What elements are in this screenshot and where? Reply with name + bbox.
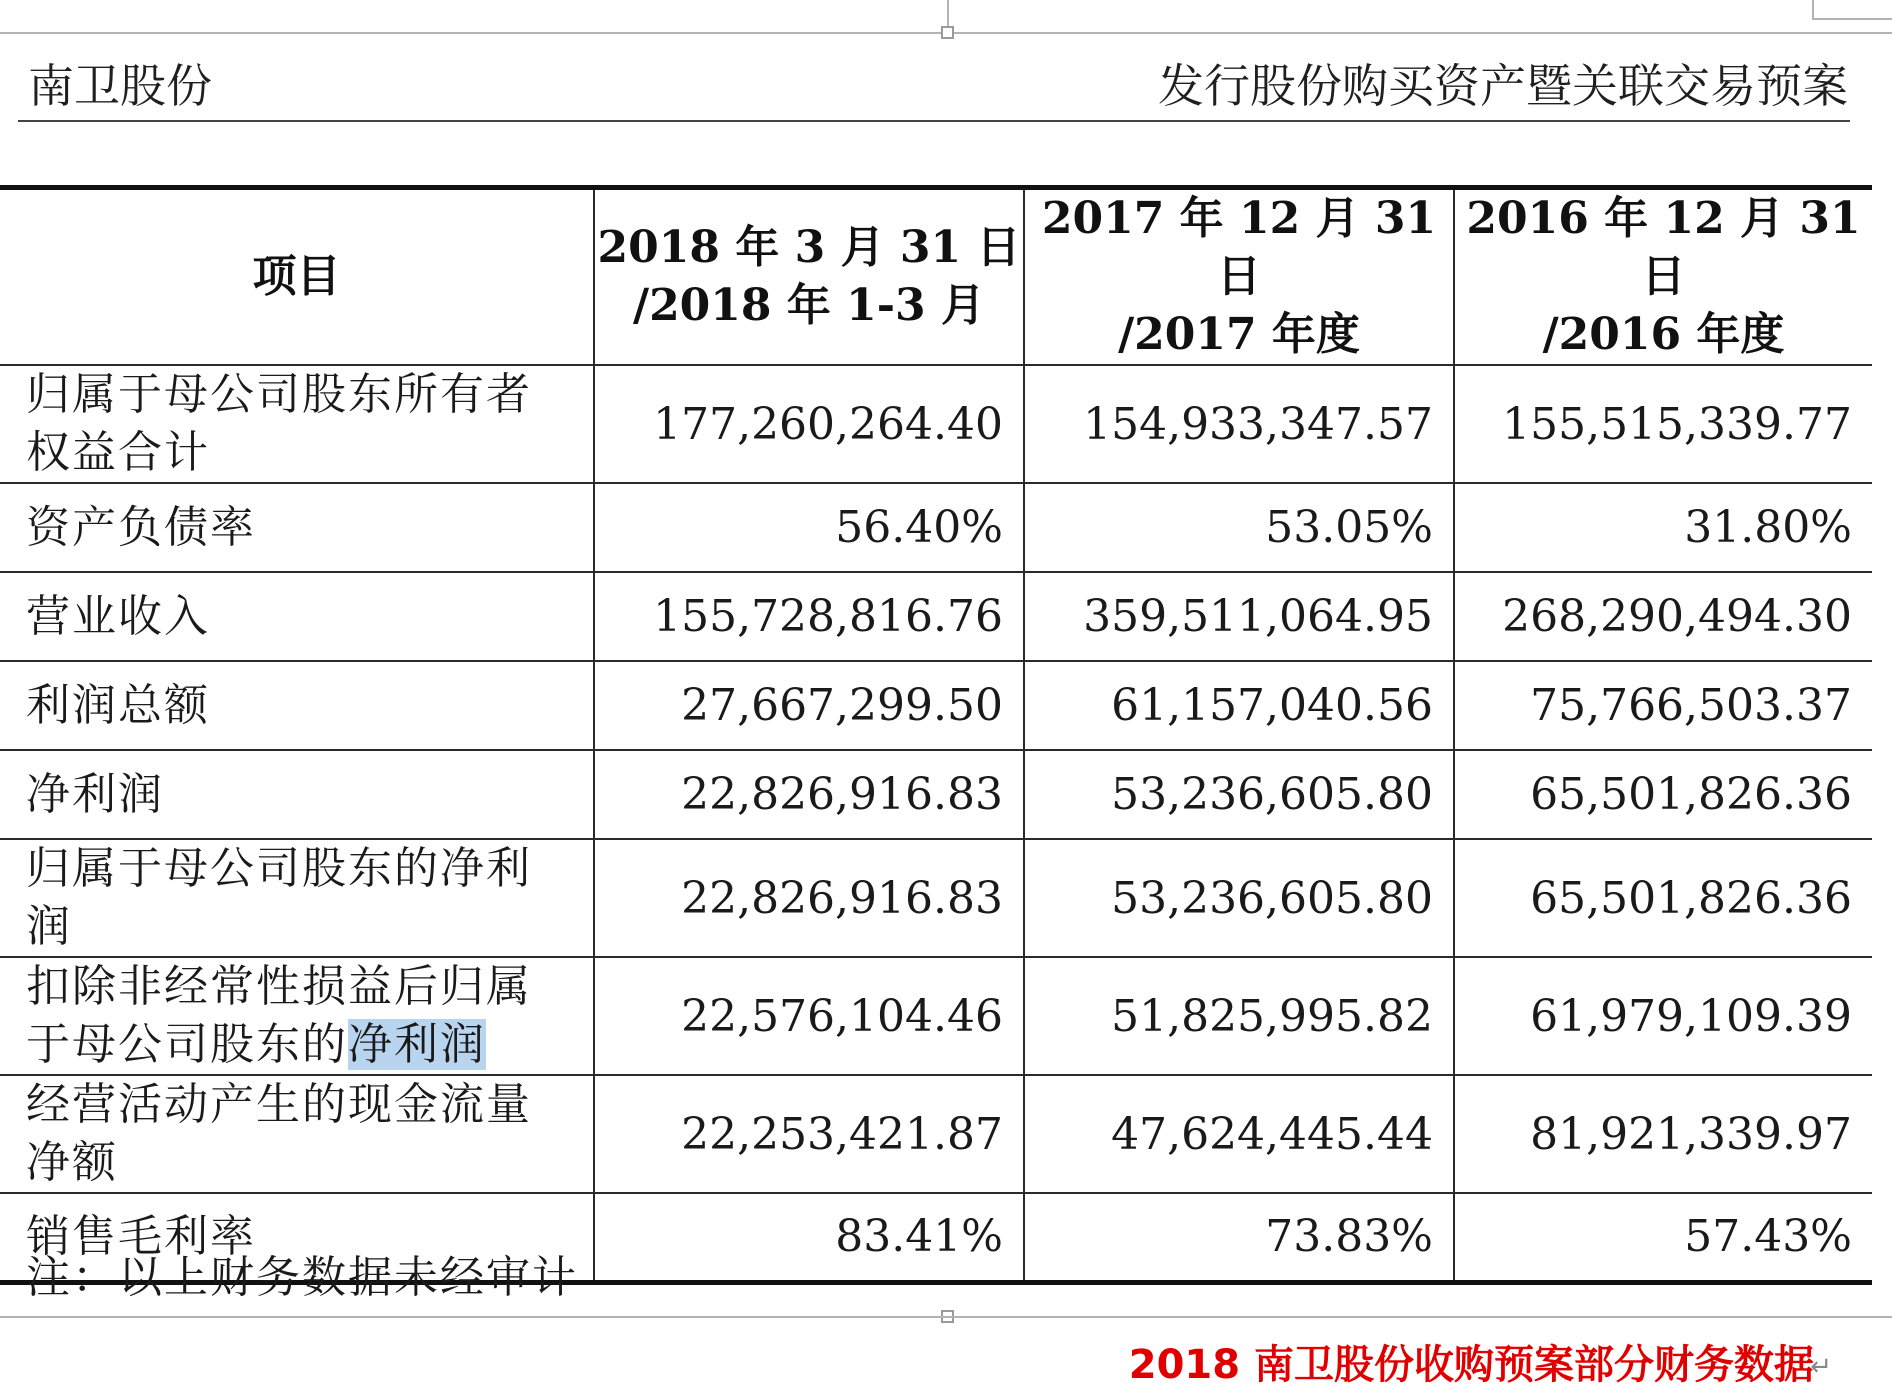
cell-2017: 154,933,347.57 [1024,365,1454,483]
cell-2017: 53,236,605.80 [1024,839,1454,957]
financial-data-table [0,185,1872,1285]
cell-2017: 61,157,040.56 [1024,661,1454,750]
row-label: 归属于母公司股东所有者权益合计 [0,365,594,483]
paragraph-mark-icon: ↵ [1810,1352,1832,1382]
cell-2017: 73.83% [1024,1193,1454,1282]
table-row [0,661,1872,750]
column-header-line2: /2016 年度 [1542,309,1785,360]
cell-2018q1: 22,253,421.87 [594,1075,1024,1193]
column-header-line1: 2018 年 3 月 31 日 [597,222,1021,273]
table-row [0,957,1872,1075]
image-caption: 2018 南卫股份收购预案部分财务数据 [1128,1342,1814,1388]
column-header-2017 [1024,188,1454,366]
cell-2018q1: 83.41% [594,1193,1024,1282]
cell-2016: 65,501,826.36 [1454,839,1872,957]
row-label-text: 扣除非经常性损益后归属于母公司股东的 [26,961,532,1070]
row-label: 利润总额 [0,661,594,750]
selected-text-highlight[interactable]: 净利润 [348,1019,486,1070]
column-header-2018q1 [594,188,1024,366]
table-footnote: 注：以上财务数据未经审计 [26,1252,578,1303]
cell-2016: 61,979,109.39 [1454,957,1872,1075]
table-row [0,1075,1872,1193]
table-row [0,839,1872,957]
row-label: 资产负债率 [0,483,594,572]
cell-2016: 75,766,503.37 [1454,661,1872,750]
column-header-line2: /2018 年 1-3 月 [633,280,985,331]
column-header-line1: 2016 年 12 月 31 日 [1466,193,1861,302]
column-header-line1: 2017 年 12 月 31 日 [1041,193,1437,302]
cell-2017: 51,825,995.82 [1024,957,1454,1075]
table-row [0,750,1872,839]
cell-2018q1: 56.40% [594,483,1024,572]
table-row [0,483,1872,572]
table-row [0,365,1872,483]
header-document-title: 发行股份购买资产暨关联交易预案 [1158,59,1848,113]
row-label: 销售毛利率 [0,1193,594,1282]
cell-2018q1: 22,576,104.46 [594,957,1024,1075]
header-company-name: 南卫股份 [28,59,212,113]
column-header-item: 项目 [0,188,594,366]
cell-2016: 268,290,494.30 [1454,572,1872,661]
cell-2018q1: 177,260,264.40 [594,365,1024,483]
cell-2016: 57.43% [1454,1193,1872,1282]
page-corner-mark [1812,0,1814,18]
page-corner-mark [1812,18,1892,20]
table-header-row [0,188,1872,366]
column-header-2016 [1454,188,1872,366]
row-label: 净利润 [0,750,594,839]
cell-2018q1: 22,826,916.83 [594,839,1024,957]
table-move-handle[interactable] [941,26,954,39]
cell-2017: 359,511,064.95 [1024,572,1454,661]
cell-2017: 53.05% [1024,483,1454,572]
row-label: 归属于母公司股东的净利润 [0,839,594,957]
cell-2016: 31.80% [1454,483,1872,572]
cell-2018q1: 27,667,299.50 [594,661,1024,750]
cell-2016: 155,515,339.77 [1454,365,1872,483]
cell-2018q1: 155,728,816.76 [594,572,1024,661]
cell-2017: 53,236,605.80 [1024,750,1454,839]
row-label [0,957,594,1075]
column-header-line2: /2017 年度 [1118,309,1360,360]
cell-2018q1: 22,826,916.83 [594,750,1024,839]
cell-2016: 65,501,826.36 [1454,750,1872,839]
running-header [18,58,1850,122]
cell-2017: 47,624,445.44 [1024,1075,1454,1193]
page-boundary-bottom [0,1316,1892,1318]
table-row [0,572,1872,661]
row-label: 经营活动产生的现金流量净额 [0,1075,594,1193]
row-label: 营业收入 [0,572,594,661]
cell-2016: 81,921,339.97 [1454,1075,1872,1193]
